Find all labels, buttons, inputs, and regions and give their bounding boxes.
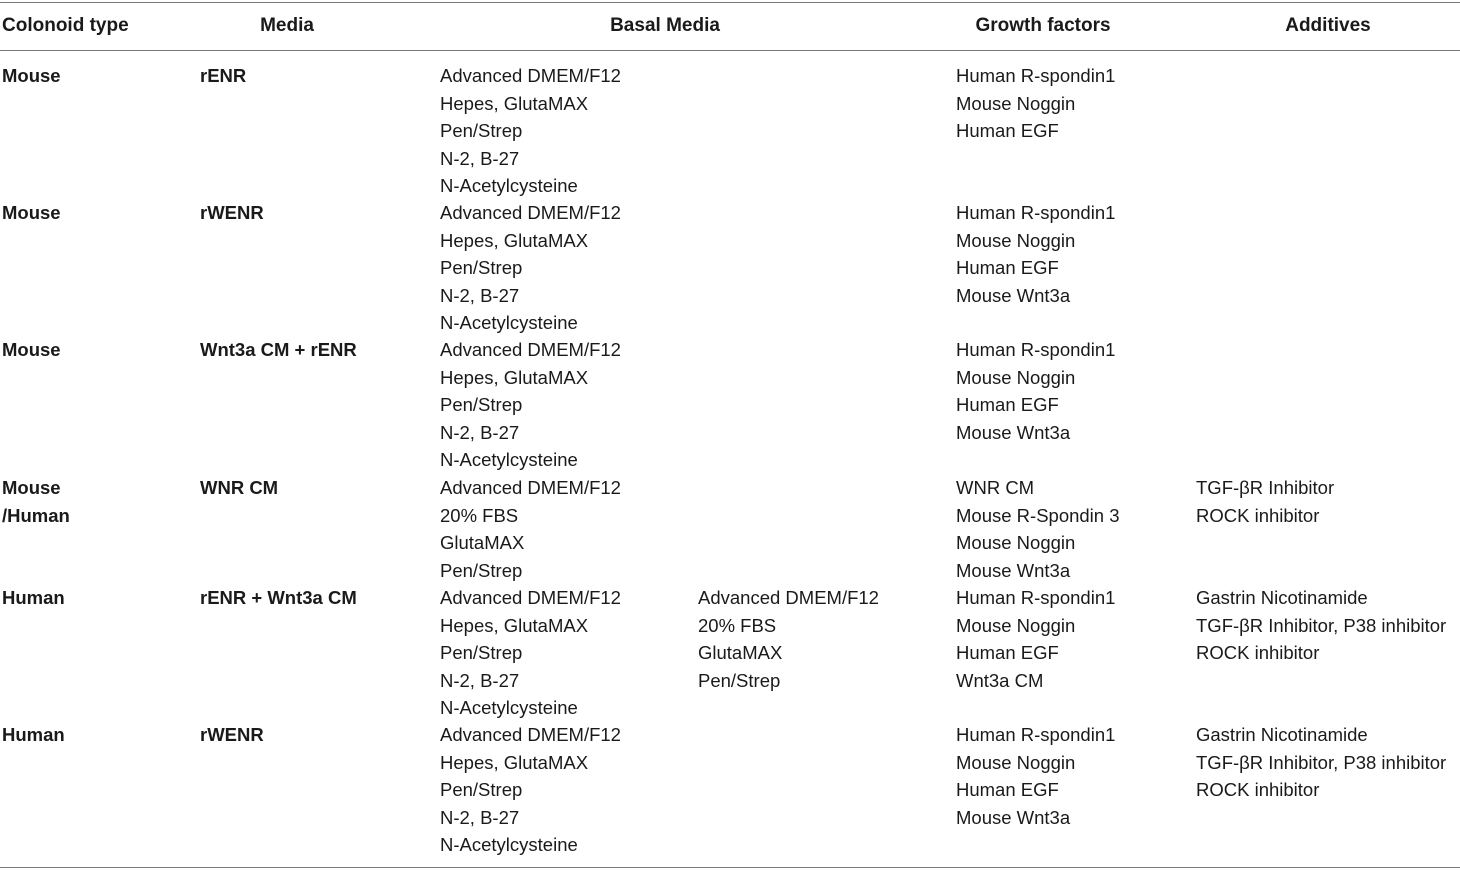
cell-line: rENR: [200, 65, 247, 86]
cell-line: Mouse: [2, 339, 61, 360]
cell-line: Human EGF: [956, 779, 1059, 800]
cell-line: Mouse: [2, 65, 61, 86]
cell-media: [200, 721, 264, 749]
cell-basal-a: [440, 62, 621, 200]
cell-line: N-2, B-27: [440, 147, 520, 169]
cell-line: ROCK inhibitor: [1196, 779, 1320, 800]
cell-growth-factors: [956, 199, 1115, 309]
cell-line: Mouse Noggin: [956, 751, 1076, 773]
cell-line: Mouse Wnt3a: [956, 421, 1071, 443]
cell-line: N-2, B-27: [440, 421, 520, 443]
cell-line: Hepes, GlutaMAX: [440, 614, 589, 636]
cell-colonoid-type: [2, 721, 65, 749]
cell-line: Human EGF: [956, 394, 1059, 415]
cell-line: Pen/Strep: [440, 642, 523, 663]
cell-line: Advanced DMEM/F12: [440, 477, 621, 498]
table-bottom-rule: [0, 867, 1460, 868]
cell-line: Pen/Strep: [440, 394, 523, 415]
cell-line: Human EGF: [956, 257, 1059, 278]
header-colonoid-type: Colonoid type: [2, 15, 129, 36]
cell-media: [200, 584, 357, 612]
cell-line: Mouse: [2, 202, 61, 223]
cell-line: N-2, B-27: [440, 806, 520, 828]
cell-line: Mouse: [2, 477, 61, 498]
cell-media: [200, 62, 246, 90]
cell-basal-a: [440, 474, 621, 584]
cell-line: Advanced DMEM/F12: [440, 724, 621, 745]
cell-basal-a: [440, 721, 621, 859]
cell-basal-a: [440, 584, 621, 722]
cell-line: Pen/Strep: [698, 669, 781, 691]
cell-line: Advanced DMEM/F12: [698, 587, 879, 608]
cell-line: Mouse Noggin: [956, 229, 1076, 251]
cell-additives: [1196, 721, 1446, 804]
cell-line: Mouse Wnt3a: [956, 806, 1071, 828]
cell-line: N-2, B-27: [440, 284, 520, 306]
cell-colonoid-type: [2, 584, 65, 612]
cell-line: Mouse Wnt3a: [956, 559, 1071, 581]
cell-line: Gastrin Nicotinamide: [1196, 724, 1368, 745]
header-additives: Additives: [1285, 15, 1371, 36]
cell-line: Hepes, GlutaMAX: [440, 366, 589, 388]
cell-line: Hepes, GlutaMAX: [440, 92, 589, 114]
cell-line: N-Acetylcysteine: [440, 175, 578, 196]
cell-additives: [1196, 584, 1446, 667]
cell-line: Human EGF: [956, 642, 1059, 663]
cell-line: Mouse Noggin: [956, 366, 1076, 388]
cell-line: Hepes, GlutaMAX: [440, 751, 589, 773]
cell-basal-b: [698, 584, 879, 694]
cell-line: Mouse R-Spondin 3: [956, 504, 1120, 526]
cell-line: N-Acetylcysteine: [440, 834, 578, 855]
cell-line: WNR CM: [956, 477, 1035, 498]
cell-line: Hepes, GlutaMAX: [440, 229, 589, 251]
cell-colonoid-type: [2, 474, 70, 529]
cell-basal-a: [440, 199, 621, 337]
header-rule: [0, 50, 1460, 51]
cell-line: Human R-spondin1: [956, 724, 1116, 745]
cell-line: N-Acetylcysteine: [440, 697, 578, 718]
cell-line: 20% FBS: [698, 614, 777, 636]
cell-line: Pen/Strep: [440, 120, 523, 141]
cell-line: Human R-spondin1: [956, 587, 1116, 608]
cell-line: rWENR: [200, 724, 264, 745]
cell-line: Human: [2, 587, 65, 608]
cell-basal-a: [440, 336, 621, 474]
cell-line: TGF-βR Inhibitor: [1196, 477, 1335, 498]
cell-line: Pen/Strep: [440, 779, 523, 800]
cell-line: GlutaMAX: [440, 532, 525, 553]
cell-line: TGF-βR Inhibitor, P38 inhibitor: [1196, 614, 1447, 636]
cell-line: /Human: [2, 504, 70, 526]
cell-line: Pen/Strep: [440, 257, 523, 278]
cell-line: N-Acetylcysteine: [440, 449, 578, 470]
cell-growth-factors: [956, 721, 1115, 831]
cell-line: Mouse Noggin: [956, 532, 1076, 553]
cell-line: Wnt3a CM: [956, 669, 1044, 691]
cell-line: rWENR: [200, 202, 264, 223]
cell-line: Wnt3a CM + rENR: [200, 339, 357, 360]
cell-line: GlutaMAX: [698, 642, 783, 663]
cell-line: Mouse Noggin: [956, 614, 1076, 636]
header-basal-media: Basal Media: [610, 15, 720, 36]
cell-line: Human R-spondin1: [956, 202, 1116, 223]
cell-media: [200, 199, 264, 227]
cell-line: Advanced DMEM/F12: [440, 202, 621, 223]
cell-line: Mouse Noggin: [956, 92, 1076, 114]
cell-additives: [1196, 474, 1334, 529]
cell-media: [200, 474, 278, 502]
cell-colonoid-type: [2, 199, 61, 227]
cell-line: ROCK inhibitor: [1196, 642, 1320, 663]
cell-colonoid-type: [2, 336, 61, 364]
cell-line: Human: [2, 724, 65, 745]
cell-line: ROCK inhibitor: [1196, 504, 1320, 526]
cell-line: 20% FBS: [440, 504, 519, 526]
cell-media: [200, 336, 357, 364]
cell-growth-factors: [956, 62, 1115, 145]
cell-line: Human R-spondin1: [956, 65, 1116, 86]
cell-growth-factors: [956, 584, 1115, 694]
cell-line: Human R-spondin1: [956, 339, 1116, 360]
header-media: Media: [260, 15, 314, 36]
cell-line: Mouse Wnt3a: [956, 284, 1071, 306]
cell-line: N-2, B-27: [440, 669, 520, 691]
cell-colonoid-type: [2, 62, 61, 90]
cell-line: Gastrin Nicotinamide: [1196, 587, 1368, 608]
cell-line: rENR + Wnt3a CM: [200, 587, 357, 608]
cell-line: Human EGF: [956, 120, 1059, 141]
cell-line: Advanced DMEM/F12: [440, 587, 621, 608]
cell-growth-factors: [956, 336, 1115, 446]
header-growth-factors: Growth factors: [975, 15, 1111, 36]
cell-line: TGF-βR Inhibitor, P38 inhibitor: [1196, 751, 1447, 773]
cell-line: N-Acetylcysteine: [440, 312, 578, 333]
cell-line: Advanced DMEM/F12: [440, 339, 621, 360]
cell-line: Advanced DMEM/F12: [440, 65, 621, 86]
cell-line: WNR CM: [200, 477, 279, 498]
cell-growth-factors: [956, 474, 1120, 584]
cell-line: Pen/Strep: [440, 559, 523, 581]
table-top-rule: [0, 2, 1460, 3]
